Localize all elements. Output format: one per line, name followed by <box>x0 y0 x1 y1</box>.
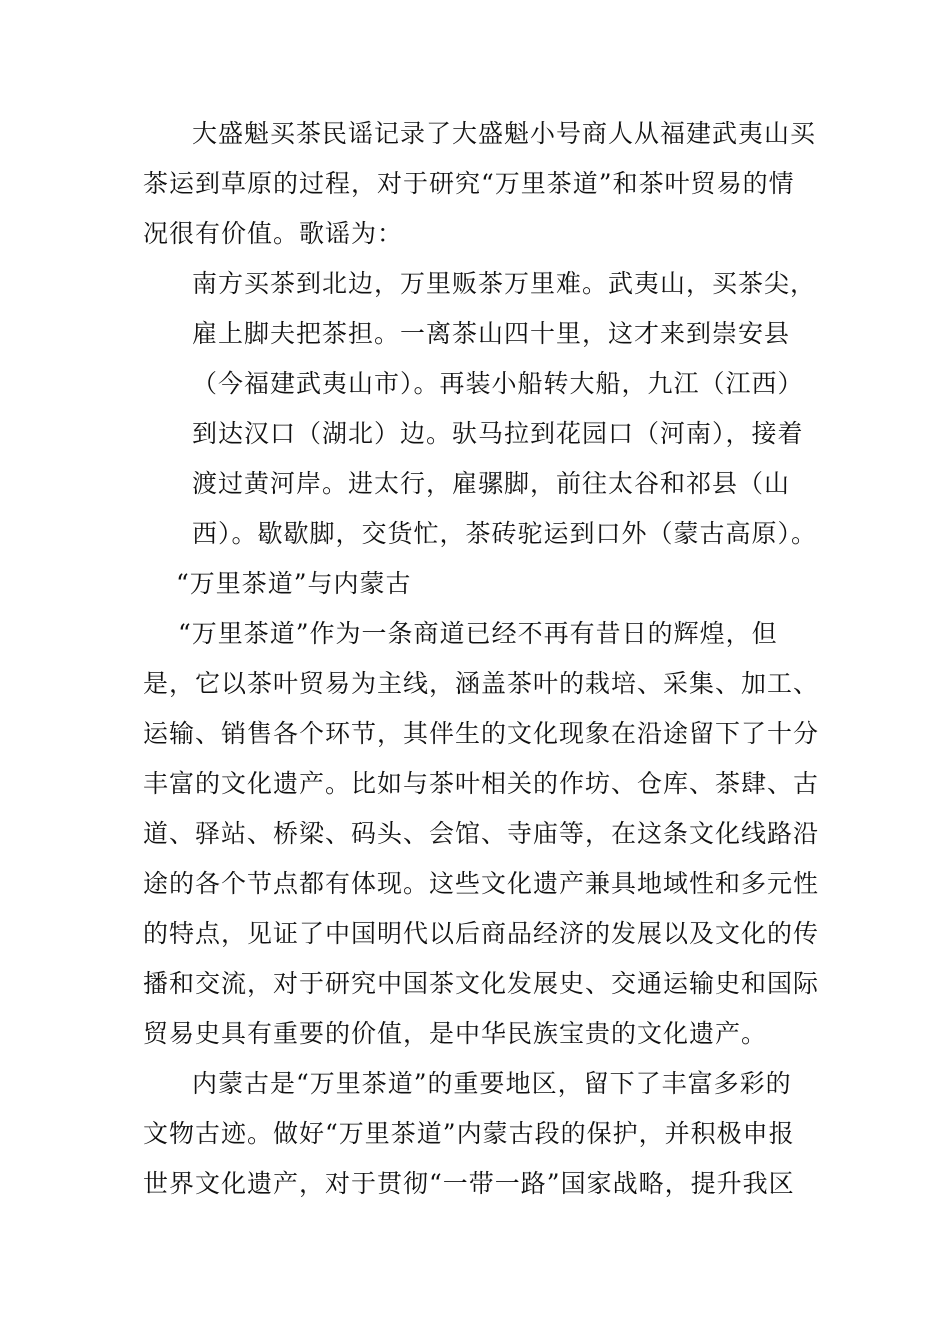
text-line: 文物古迹。做好“万里茶道”内蒙古段的保护，并积极申报 <box>143 1119 795 1148</box>
text-line: 世界文化遗产，对于贯彻“一带一路”国家战略，提升我区 <box>143 1169 795 1198</box>
text-line: 的特点，见证了中国明代以后商品经济的发展以及文化的传 <box>143 919 820 948</box>
text-line: 茶运到草原的过程，对于研究“万里茶道”和茶叶贸易的情 <box>143 169 795 198</box>
text-line: 内蒙古是“万里茶道”的重要地区，留下了丰富多彩的 <box>192 1069 792 1098</box>
text-line: 丰富的文化遗产。比如与茶叶相关的作坊、仓库、茶肆、古 <box>143 769 820 798</box>
ballad-line: 雇上脚夫把茶担。一离茶山四十里，这才来到崇安县 <box>192 319 791 348</box>
ballad-line: （今福建武夷山市）。再装小船转大船，九江（江西） <box>192 369 804 398</box>
text-line: 途的各个节点都有体现。这些文化遗产兼具地域性和多元性 <box>143 869 820 898</box>
text-line: 是，它以茶叶贸易为主线，涵盖茶叶的栽培、采集、加工、 <box>143 669 820 698</box>
text-line: 播和交流，对于研究中国茶文化发展史、交通运输史和国际 <box>143 969 820 998</box>
text-line: “万里茶道”作为一条商道已经不再有昔日的辉煌，但 <box>178 619 778 648</box>
text-line: 大盛魁买茶民谣记录了大盛魁小号商人从福建武夷山买 <box>192 119 817 148</box>
text-line: 运输、销售各个环节，其伴生的文化现象在沿途留下了十分 <box>143 719 820 748</box>
text-line: 况很有价值。歌谣为： <box>143 219 404 248</box>
section-heading: “万里茶道”与内蒙古 <box>176 569 412 598</box>
ballad-line: 西）。歇歇脚，交货忙，茶砖驼运到口外（蒙古高原）。 <box>192 519 818 548</box>
ballad-line: 到达汉口（湖北）边。驮马拉到花园口（河南），接着 <box>192 419 804 448</box>
text-line: 贸易史具有重要的价值，是中华民族宝贵的文化遗产。 <box>143 1019 768 1048</box>
text-line: 道、驿站、桥梁、码头、会馆、寺庙等，在这条文化线路沿 <box>143 819 820 848</box>
ballad-line: 南方买茶到北边，万里贩茶万里难。武夷山，买茶尖， <box>192 269 817 298</box>
ballad-line: 渡过黄河岸。进太行，雇骡脚，前往太谷和祁县（山 <box>192 469 791 498</box>
